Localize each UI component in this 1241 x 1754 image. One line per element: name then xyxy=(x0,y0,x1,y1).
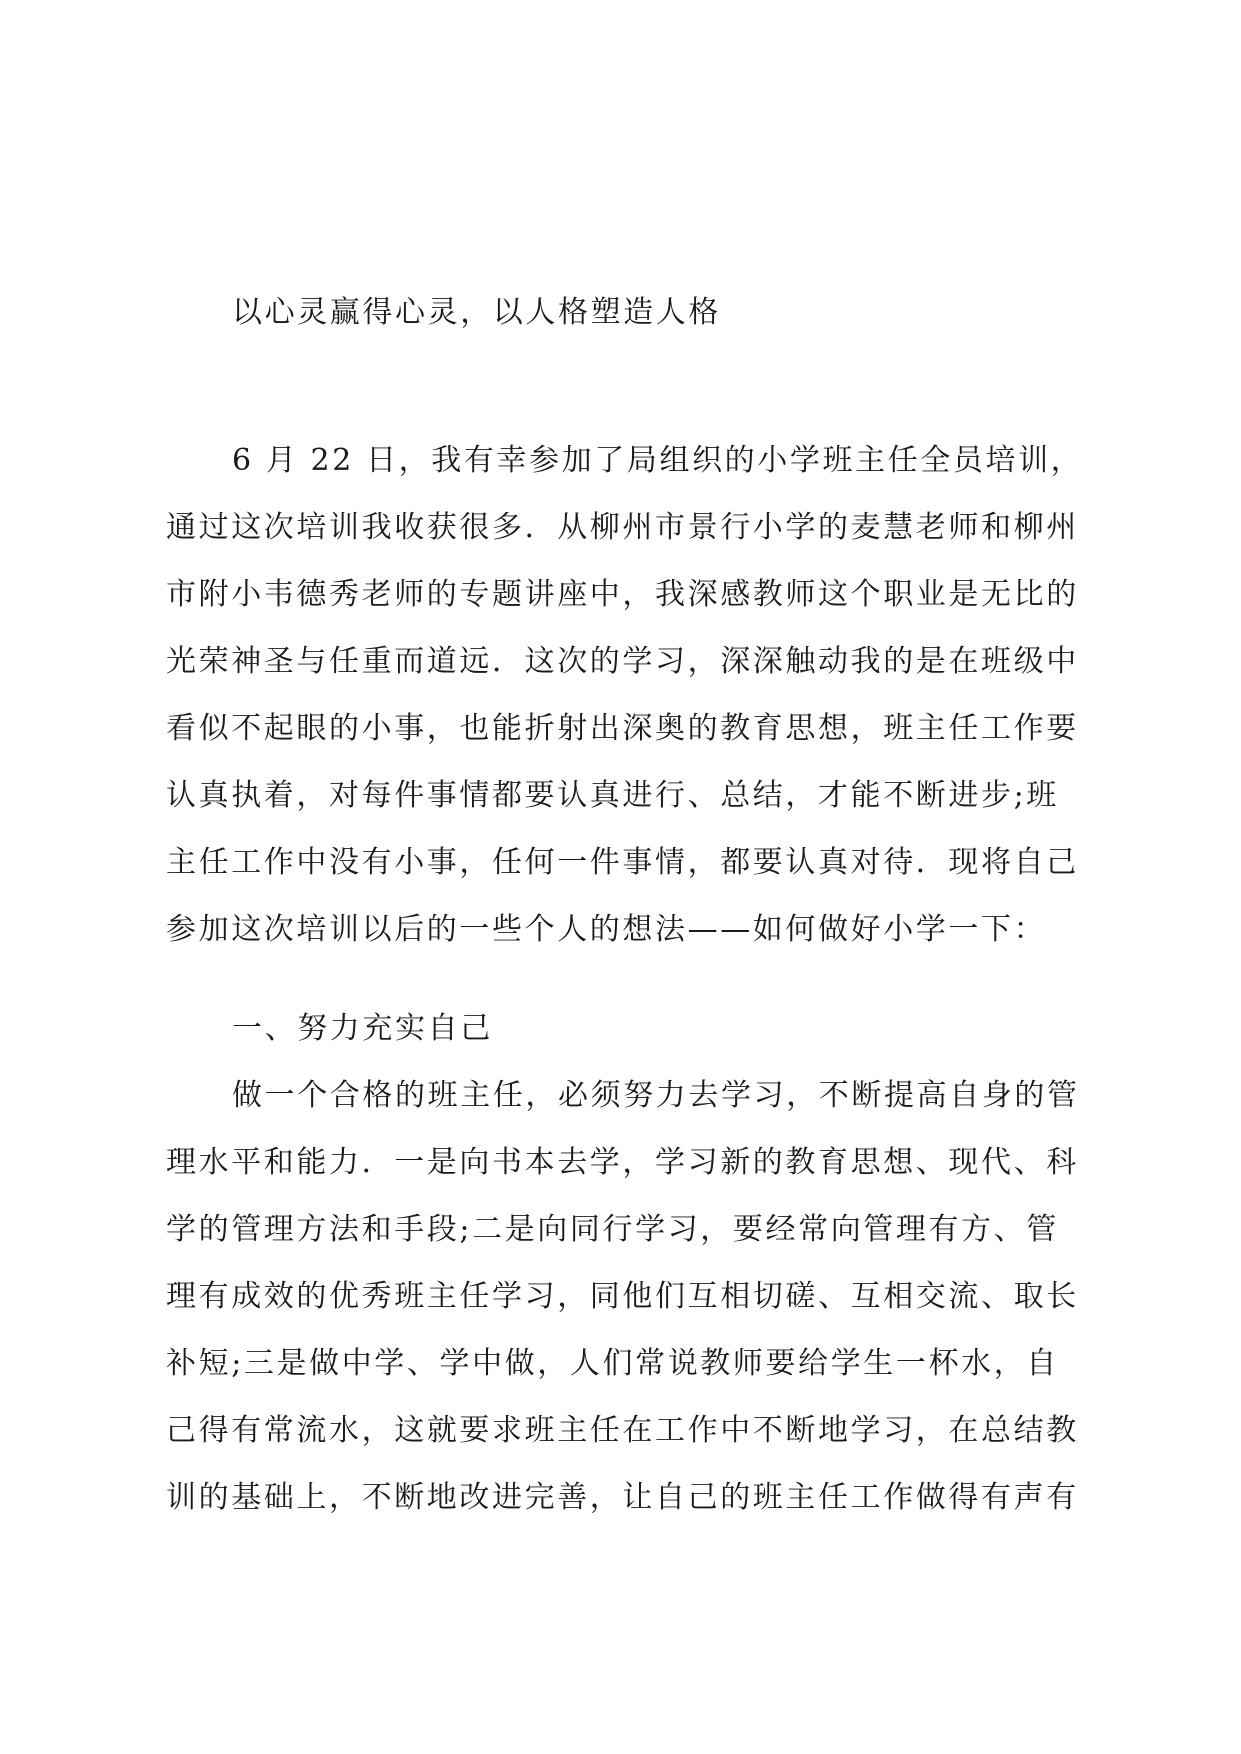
document-title: 以心灵赢得心灵，以人格塑造人格 xyxy=(232,295,721,330)
paragraph-line: 认真执着，对每件事情都要认真进行、总结，才能不断进步;班 xyxy=(166,778,1059,813)
paragraph-line: 训的基础上，不断地改进完善，让自己的班主任工作做得有声有 xyxy=(166,1480,1079,1515)
paragraph-line: 6 月 22 日，我有幸参加了局组织的小学班主任全员培训， xyxy=(232,443,1084,478)
paragraph-line: 通过这次培训我收获很多．从柳州市景行小学的麦慧老师和柳州 xyxy=(166,510,1079,545)
section-heading: 一、努力充实自己 xyxy=(232,1011,493,1046)
paragraph-line: 学的管理方法和手段;二是向同行学习，要经常向管理有方、管 xyxy=(166,1212,1059,1247)
paragraph-line: 己得有常流水，这就要求班主任在工作中不断地学习，在总结教 xyxy=(166,1413,1079,1448)
paragraph-line: 理水平和能力．一是向书本去学，学习新的教育思想、现代、科 xyxy=(166,1145,1079,1180)
paragraph-line: 主任工作中没有小事，任何一件事情，都要认真对待．现将自己 xyxy=(166,845,1079,880)
paragraph-line: 光荣神圣与任重而道远．这次的学习，深深触动我的是在班级中 xyxy=(166,644,1079,679)
paragraph-line: 市附小韦德秀老师的专题讲座中，我深感教师这个职业是无比的 xyxy=(166,577,1079,612)
paragraph-line: 参加这次培训以后的一些个人的想法——如何做好小学一下： xyxy=(166,912,1047,947)
paragraph-line: 理有成效的优秀班主任学习，同他们互相切磋、互相交流、取长 xyxy=(166,1279,1079,1314)
paragraph-line: 补短;三是做中学、学中做，人们常说教师要给学生一杯水，自 xyxy=(166,1346,1059,1381)
paragraph-line: 看似不起眼的小事，也能折射出深奥的教育思想，班主任工作要 xyxy=(166,711,1079,746)
paragraph-line: 做一个合格的班主任，必须努力去学习，不断提高自身的管 xyxy=(232,1078,1080,1113)
